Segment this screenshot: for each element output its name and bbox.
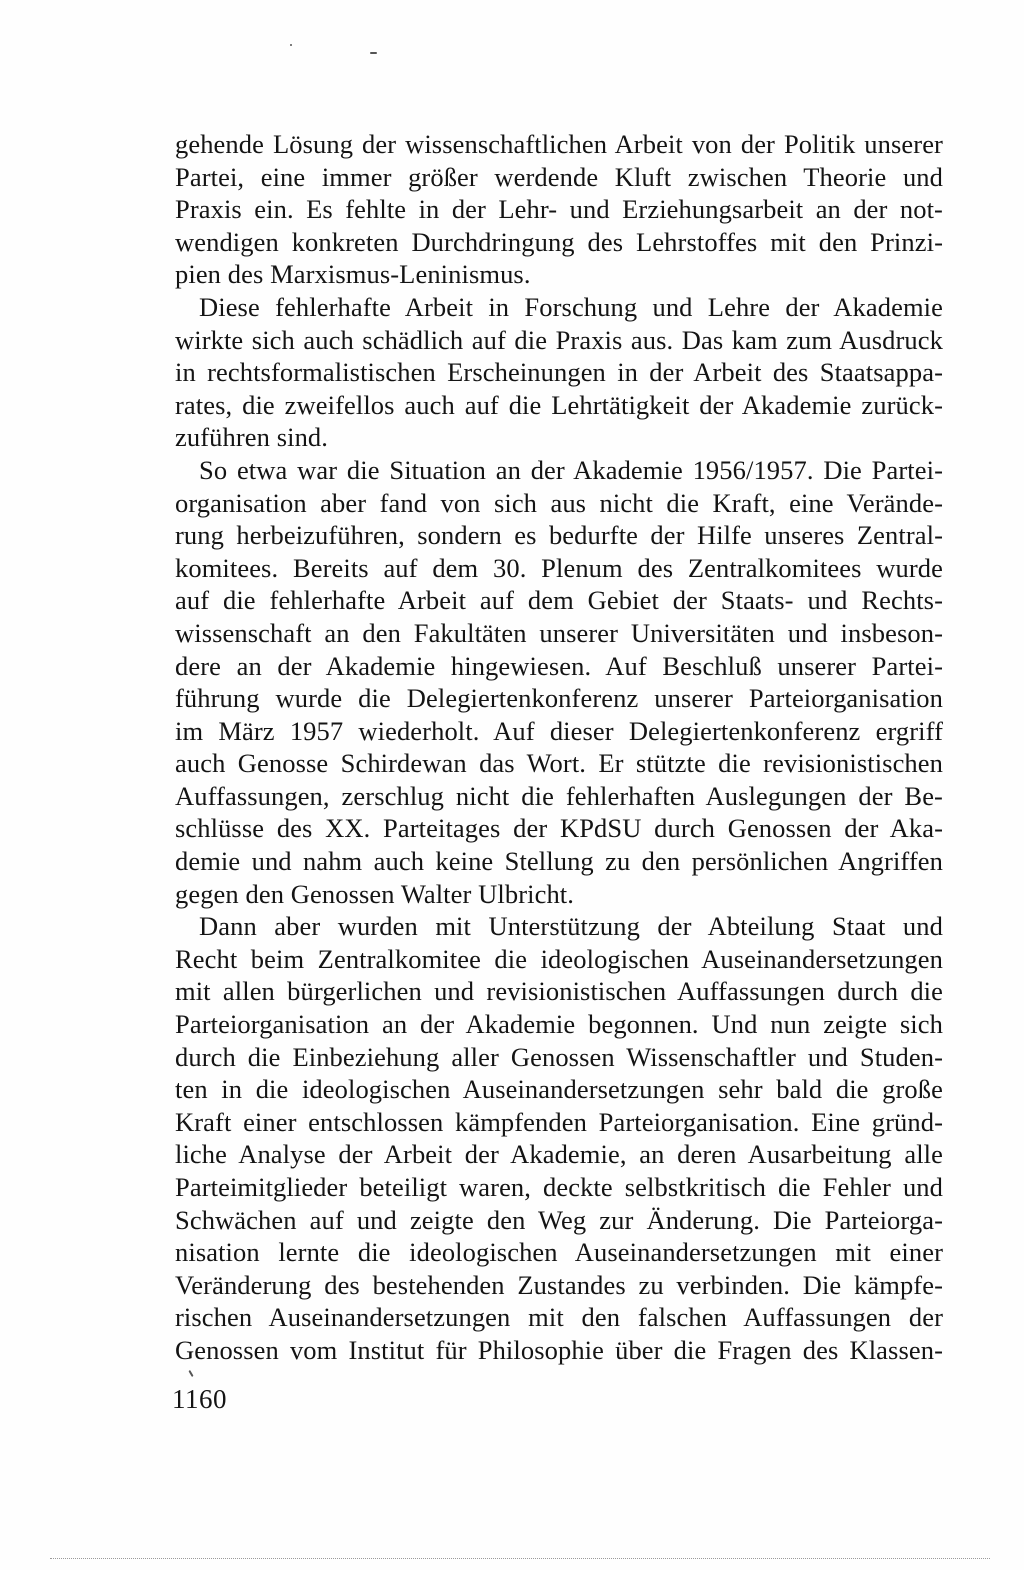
text-line: nisation lernte die ideologischen Auseinandersetzungen mit einer [175,1237,943,1268]
text-line: Parteimitglieder beteiligt waren, deckte selbstkritisch die Fehler und [175,1172,943,1202]
text-line: gehende Lösung der wissenschaftlichen Arbeit von der Politik unserer [175,129,943,159]
text-line: pien des Marxismus-Leninismus. [175,259,531,290]
text-line: im März 1957 wiederholt. Auf dieser Delegiertenkonferenz ergriff [175,715,943,746]
text-line: Genossen vom Institut für Philosophie über die Fragen des Klassen- [175,1334,943,1365]
text-line: in rechtsformalistischen Erscheinungen in der Arbeit des Staatsappa- [175,357,943,388]
text-line: ten in die ideologischen Auseinandersetzungen sehr bald die große [175,1074,943,1105]
body-text [175,128,943,1367]
text-line: Dann aber wurden mit Unterstützung der Abteilung Staat und [199,911,943,942]
text-line: Praxis ein. Es fehlte in der Lehr- und Erziehungsarbeit an der not- [175,194,943,225]
text-line: durch die Einbeziehung aller Genossen Wissenschaftler und Studen- [175,1041,943,1072]
text-line: Partei, eine immer größer werdende Kluft zwischen Theorie und [175,161,943,192]
text-line: mit allen bürgerlichen und revisionistischen Auffassungen durch die [175,976,943,1007]
text-line: Diese fehlerhafte Arbeit in Forschung und Lehre der Akademie [199,291,943,322]
text-line: wendigen konkreten Durchdringung des Lehrstoffes mit den Prinzi- [175,226,943,257]
text-line: demie und nahm auch keine Stellung zu den persönlichen Angriffen [175,846,943,877]
text-line: organisation aber fand von sich aus nicht die Kraft, eine Verände- [175,487,943,518]
text-line: zuführen sind. [175,422,328,453]
text-line: führung wurde die Delegiertenkonferenz unserer Parteiorganisation [175,683,943,714]
scan-speck [188,1370,193,1377]
text-line: wissenschaft an den Fakultäten unserer Universitäten und insbeson- [175,617,943,648]
text-line: wirkte sich auch schädlich auf die Praxis aus. Das kam zum Ausdruck [175,324,943,355]
text-line: Kraft einer entschlossen kämpfenden Parteiorganisation. Eine gründ- [175,1106,943,1137]
text-line: So etwa war die Situation an der Akademie 1956/1957. Die Partei- [199,454,943,485]
text-line: rates, die zweifellos auch auf die Lehrtätigkeit der Akademie zurück- [175,389,943,420]
text-line: auf die fehlerhafte Arbeit auf dem Gebiet der Staats- und Rechts- [175,585,943,616]
text-line: Parteiorganisation an der Akademie begonnen. Und nun zeigte sich [175,1009,943,1040]
text-line: auch Genosse Schirdewan das Wort. Er stützte die revisionistischen [175,748,943,779]
text-line: dere an der Akademie hingewiesen. Auf Beschluß unserer Partei- [175,650,943,681]
text-line: gegen den Genossen Walter Ulbricht. [175,878,574,909]
text-line: schlüsse des XX. Parteitages der KPdSU durch Genossen der Aka- [175,813,943,844]
text-line: Veränderung des bestehenden Zustandes zu verbinden. Die kämpfe- [175,1269,943,1300]
text-line: komitees. Bereits auf dem 30. Plenum des Zentralkomitees wurde [175,552,943,583]
text-line: Recht beim Zentralkomitee die ideologischen Auseinandersetzungen [175,943,943,974]
scan-speck [290,44,292,46]
scan-speck [370,52,377,54]
scan-edge-line [50,1558,990,1559]
text-line: rischen Auseinandersetzungen mit den falschen Auffassungen der [175,1302,943,1333]
text-line: Schwächen auf und zeigte den Weg zur Änderung. Die Parteiorga- [175,1204,943,1235]
text-line: rung herbeizuführen, sondern es bedurfte der Hilfe unseres Zentral- [175,520,943,551]
page-number: 1160 [172,1384,227,1414]
text-line: liche Analyse der Arbeit der Akademie, an deren Ausarbeitung alle [175,1139,943,1170]
text-line: Auffassungen, zerschlug nicht die fehlerhaften Auslegungen der Be- [175,780,943,811]
